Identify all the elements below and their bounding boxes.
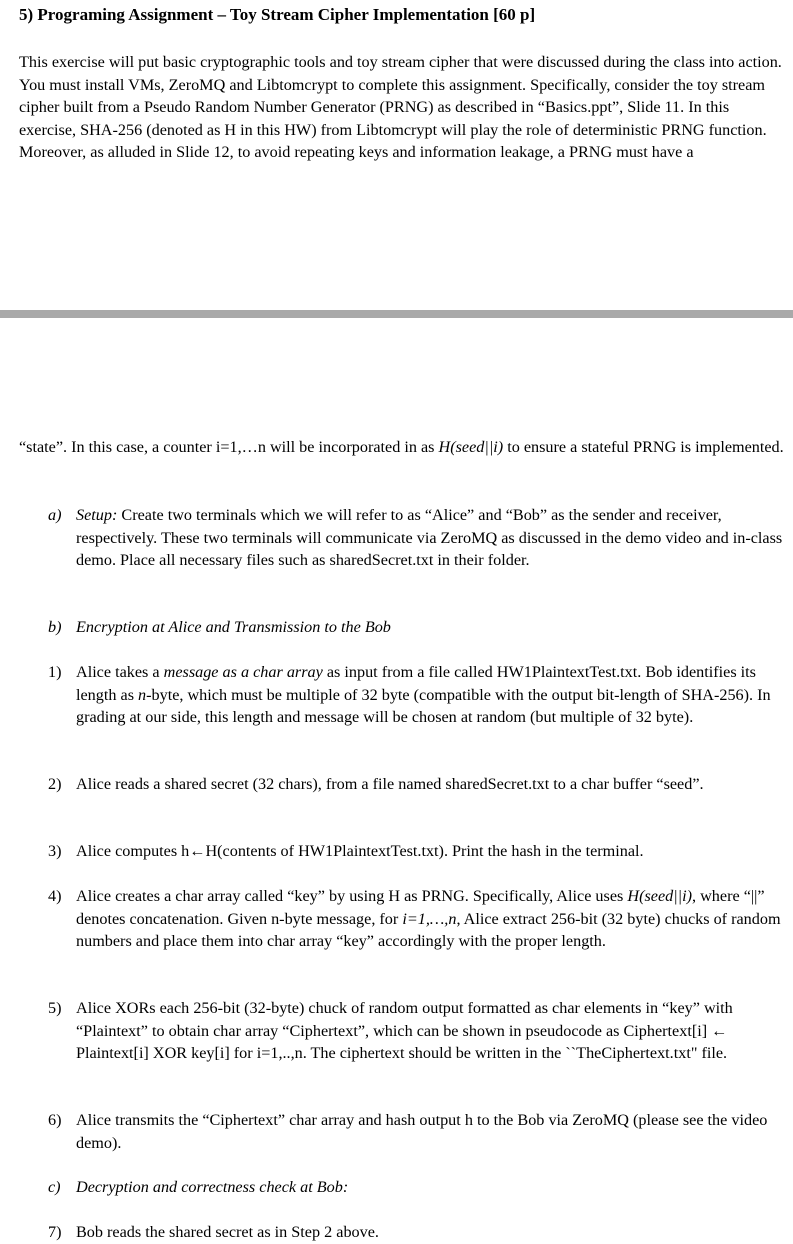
section-a-text: Create two terminals which we will refer to as “Alice” and “Bob” as the sender and receiver, respectively. These two terminals will communicate via ZeroMQ as discussed in the demo video and in-class demo. Place all necessary files such as sharedSecret.txt in their folder. xyxy=(76,506,783,570)
section-c-label: c) xyxy=(48,1178,61,1196)
step-1-emphasis-2: n xyxy=(138,685,147,704)
continuation-paragraph xyxy=(19,436,784,459)
section-c xyxy=(48,1176,783,1199)
step-5-text: Alice XORs each 256-bit (32-byte) chuck of random output formatted as char elements in “key” with “Plaintext” to obtain char array “Ciphertext”, which can be shown in pseudocode as Ciphertext[i] ← Plaintext[i] XOR key[i] for i=1,..,n. The ciphertext should be written in the ``TheCiphertext.txt" file. xyxy=(76,999,733,1063)
step-1-label: 1) xyxy=(48,663,62,681)
step-6-text: Alice transmits the “Ciphertext” char array and hash output h to the Bob via ZeroMQ (please see the video demo). xyxy=(76,1111,768,1152)
step-7-label: 7) xyxy=(48,1223,62,1241)
step-4-text-1: Alice creates a char array called “key” by using H as PRNG. Specifically, Alice uses xyxy=(76,887,628,905)
section-a xyxy=(48,504,783,572)
continuation-text-1: “state”. In this case, a counter i=1,…n will be incorporated in as xyxy=(19,438,439,456)
step-3-text: Alice computes h←H(contents of HW1PlaintextTest.txt). Print the hash in the terminal. xyxy=(76,842,644,860)
step-7-text: Bob reads the shared secret as in Step 2 above. xyxy=(76,1223,379,1241)
continuation-formula: H(seed||i) xyxy=(438,438,504,456)
step-6-label: 6) xyxy=(48,1111,62,1129)
document-page-bottom xyxy=(0,318,793,1241)
document-page-top xyxy=(0,0,793,310)
section-c-heading: Decryption and correctness check at Bob: xyxy=(76,1178,349,1196)
section-a-label: a) xyxy=(48,506,62,524)
step-1-text-2: as input from a file called HW1PlaintextTest.txt. Bob identifies its length as xyxy=(76,663,756,704)
section-b-heading: Encryption at Alice and Transmission to the Bob xyxy=(76,618,391,636)
step-3 xyxy=(48,840,783,863)
step-2-text: Alice reads a shared secret (32 chars), from a file named sharedSecret.txt to a char buffer “seed”. xyxy=(76,775,704,793)
step-4-text-2: , where “||” denotes concatenation. Given n-byte message, for xyxy=(76,887,765,928)
step-2 xyxy=(48,773,783,796)
intro-paragraph: This exercise will put basic cryptographic tools and toy stream cipher that were discussed during the class into action. You must install VMs, ZeroMQ and Libtomcrypt to complete this assignment. Specifically, consider the toy stream cipher built from a Pseudo Random Number Generator (PRNG) as described in “Basics.ppt”, Slide 11. In this exercise, SHA-256 (denoted as H in this HW) from Libtomcrypt will play the role of deterministic PRNG function. Moreover, as alluded in Slide 12, to avoid repeating keys and information leakage, a PRNG must have a xyxy=(19,53,782,162)
continuation-text-2: to ensure a stateful PRNG is implemented. xyxy=(503,438,784,456)
step-4-label: 4) xyxy=(48,887,62,905)
step-1-emphasis-1: message as a char array xyxy=(163,663,323,681)
step-2-label: 2) xyxy=(48,775,62,793)
step-6 xyxy=(48,1109,783,1154)
step-1-text-3: -byte, which must be multiple of 32 byte (compatible with the output bit-length of SHA-256). In grading at our side, this length and message will be chosen at random (but multiple of 32 byte). xyxy=(76,685,771,727)
step-7 xyxy=(48,1221,783,1244)
step-5-label: 5) xyxy=(48,999,62,1017)
section-b xyxy=(48,616,783,639)
section-a-heading: Setup: xyxy=(76,506,118,524)
step-4-emphasis-1: H(seed||i) xyxy=(627,887,693,905)
step-4-emphasis-2: i=1,…,n xyxy=(402,909,457,928)
page-break-divider xyxy=(0,310,793,318)
step-3-label: 3) xyxy=(48,842,62,860)
section-b-label: b) xyxy=(48,618,62,636)
step-4 xyxy=(48,885,783,953)
step-5 xyxy=(48,997,783,1065)
assignment-title: 5) Programing Assignment – Toy Stream Cipher Implementation [60 p] xyxy=(19,5,536,24)
step-1-text-1: Alice takes a xyxy=(76,663,164,681)
step-4-text-3: , Alice extract 256-bit (32 byte) chucks of random numbers and place them into char array “key” accordingly with the proper length. xyxy=(76,909,781,951)
step-1 xyxy=(48,661,783,729)
